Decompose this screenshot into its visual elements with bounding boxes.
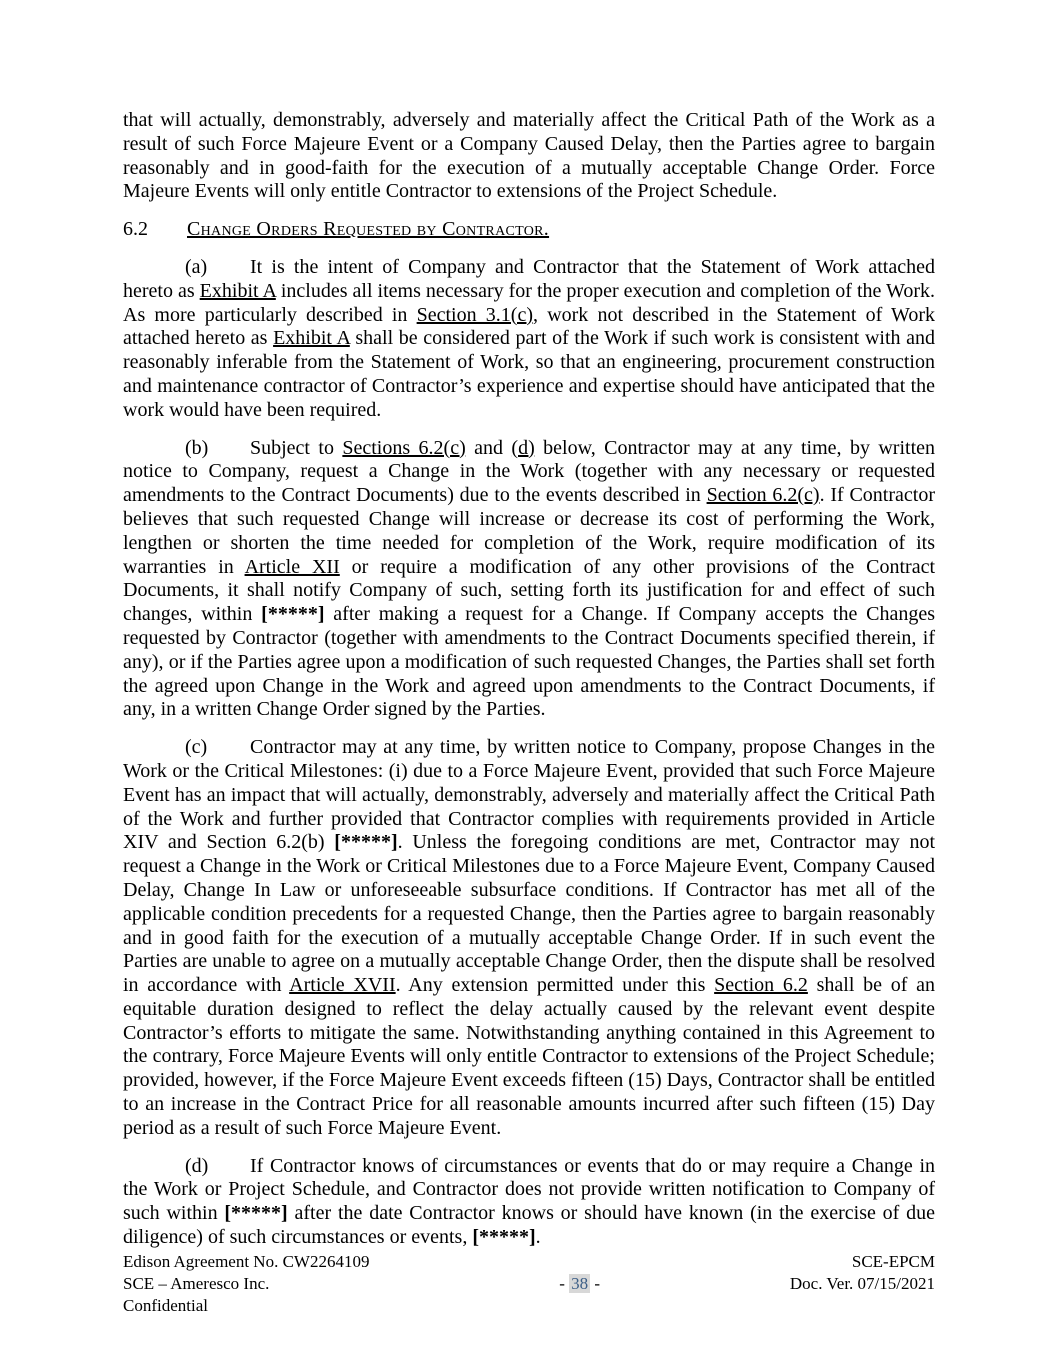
text-run: after making a request for a Change. If Company accepts the Changes requested by Contractor (together with amendments to the Contract Documents specified therein, if any), or if the Parties agree upon a modification of such requested Changes, the Parties shall set forth the agreed upon Change in the Work and agreed upon amendments to the Contract Documents, if any, in a written Change Order signed by the Parties.: [123, 603, 936, 721]
cross-reference: Exhibit A: [199, 279, 276, 302]
text-run: after the date Contractor knows or should have known (in the exercise of due diligence) of such circumstances or events,: [123, 1202, 935, 1249]
section-heading: [123, 218, 935, 242]
text-run: that will actually, demonstrably, adversely and materially affect the Critical Path of the Work as a result of such Force Majeure Event or a Company Caused Delay, then the Parties agree to bargain reasonably and in good-faith for the execution of a mutually acceptable Change Order. Force Majeure Events will only entitle Contractor to extensions of the Project Schedule.: [123, 109, 935, 203]
text-run: Change Orders Requested by Contractor.: [187, 218, 550, 241]
text-run: . Any extension permitted under this: [395, 974, 715, 997]
redacted-text: [*****]: [472, 1226, 536, 1249]
paragraph-letter: (d): [185, 1154, 209, 1177]
contract-paragraph: [123, 437, 935, 723]
cross-reference: Article XVII: [289, 974, 396, 997]
footer-doc-version: Doc. Ver. 07/15/2021: [789, 1273, 935, 1293]
text-run: If Contractor knows of circumstances or events that do or may require a Change in the Work or Project Schedule, and Contractor does not provide written notification to Company of such within: [123, 1154, 935, 1225]
paragraph-letter: (b): [185, 436, 209, 459]
contract-paragraph: [123, 1155, 935, 1250]
paragraph-letter: (a): [185, 255, 208, 278]
cross-reference: Section 6.2: [714, 974, 808, 997]
text-run: includes all items necessary for the proper execution and completion of the Work. As more particularly described in: [123, 279, 935, 326]
page-number-prefix: -: [559, 1273, 570, 1293]
contract-body: [123, 109, 935, 1264]
text-run: Subject to: [250, 436, 343, 459]
cross-reference: Section 3.1(c): [416, 303, 533, 326]
footer-agreement-number: Edison Agreement No. CW2264109: [123, 1252, 370, 1271]
text-run: Contractor may at any time, by written notice to Company, propose Changes in the Work or the Critical Milestones: (i) due to a Force Majeure Event, provided that such Force Majeure Event has an impact that will actually, demonstrably, adversely and materially affect the Critical Path of the Work and further provided that Contractor complies with requirements provided in Article XIV and Section 6.2(b): [123, 736, 935, 854]
text-run: below, Contractor may at any time, by written notice to Company, request a Change in the Work (together with any necessary or requested amendments to the Contract Documents) due to the events described in: [123, 436, 935, 507]
paragraph-letter: (c): [185, 736, 208, 759]
footer-confidential: Confidential: [123, 1295, 208, 1315]
page-number-suffix: -: [590, 1273, 601, 1293]
cross-reference: (d): [511, 436, 535, 459]
page-number: 38: [571, 1273, 589, 1293]
footer-left-block: [123, 1251, 369, 1316]
text-run: . Unless the foregoing conditions are met, Contractor may not request a Change in the Work or Critical Milestones due to a Force Majeure Event, Company Caused Delay, Change In Law or unforeseeable subsurface conditions. If Contractor has met all of the applicable condition precedents for a requested Change, then the Parties agree to bargain reasonably and in good faith for the execution of a mutually acceptable Change Order. If in such event the Parties are unable to agree on a mutually acceptable Change Order, then the dispute shall be resolved in accordance with: [123, 831, 936, 997]
contract-paragraph: [123, 109, 935, 204]
redacted-text: [*****]: [261, 603, 325, 626]
cross-reference: Article XII: [244, 555, 340, 578]
footer-right-block: [790, 1251, 935, 1295]
footer-doc-type: SCE-EPCM: [851, 1252, 935, 1271]
text-run: It is the intent of Company and Contractor that the Statement of Work attached hereto as: [123, 255, 935, 302]
text-run: or require a modification of any other provisions of the Contract Documents, it shall notify Company of such, setting forth its justification for and effect of such changes, within: [123, 555, 936, 626]
contract-paragraph: [123, 256, 935, 423]
page-footer: [123, 1251, 935, 1316]
cross-reference: Exhibit A: [273, 327, 350, 350]
text-run: and: [465, 436, 512, 459]
contract-paragraph: [123, 736, 935, 1141]
redacted-text: [*****]: [334, 831, 398, 854]
text-run: shall be of an equitable duration designed to reflect the delay actually caused by the relevant event despite Contractor’s efforts to mitigate the same. Notwithstanding anything contained in this Agreement to the contrary, Force Majeure Events will only entitle Contractor to extensions of the Project Schedule; provided, however, if the Force Majeure Event exceeds fifteen (15) Days, Contractor shall be entitled to an increase in the Contract Price for all reasonable amounts incurred after such fifteen (15) Day period as a result of such Force Majeure Event.: [123, 974, 936, 1139]
text-run: .: [535, 1226, 541, 1249]
cross-reference: Section 6.2(c): [706, 484, 820, 507]
footer-parties: SCE – Ameresco Inc.: [123, 1273, 270, 1293]
section-number: 6.2: [123, 218, 148, 241]
footer-center-block: [369, 1251, 789, 1295]
redacted-text: [*****]: [224, 1202, 288, 1225]
text-run: , work not described in the Statement of Work attached hereto as: [123, 303, 935, 350]
text-run: . If Contractor believes that such requested Change will increase or decrease its cost of performing the Work, lengthen or shorten the time needed for completion of the Work, require modification of its warranties in: [123, 484, 935, 578]
cross-reference: Sections 6.2(c): [342, 436, 466, 459]
section-title: [187, 218, 549, 240]
text-run: shall be considered part of the Work if such work is consistent with and reasonably inferable from the Statement of Work, so that an engineering, procurement construction and maintenance contractor of Contractor’s experience and expertise should have anticipated that the work would have been required.: [123, 327, 935, 421]
